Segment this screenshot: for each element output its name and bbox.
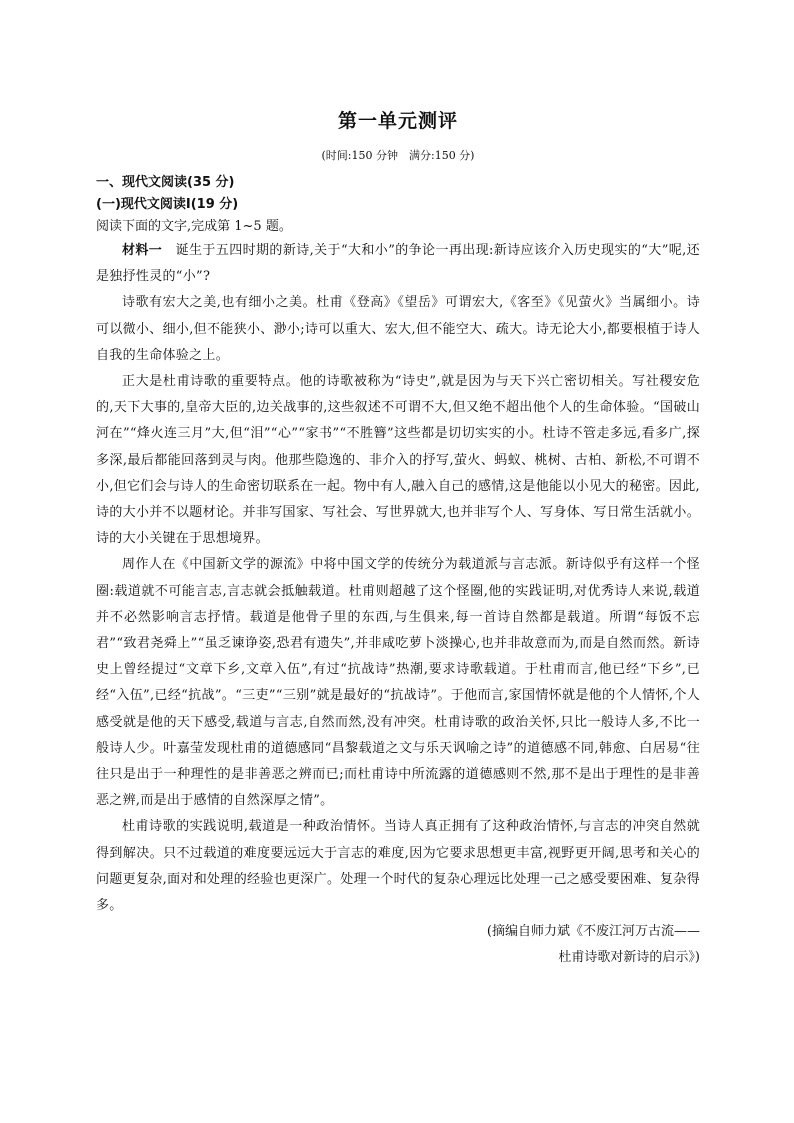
passage-paragraph-5: 杜甫诗歌的实践说明,载道是一种政治情怀。当诗人真正拥有了这种政治情怀,与言志的冲突自然就得到解决。只不过载道的难度要远远大于言志的难度,因为它要求思想更丰富,视野更开阔,思考和关心的问题更复杂,面对和处理的经验也更深广。处理一个时代的复杂心理远比处理一己之感受要困难、复杂得多。: [96, 819, 700, 914]
material-label: 材料一: [122, 243, 163, 258]
passage-paragraph-1: [96, 238, 700, 290]
passage-paragraph-3: 正大是杜甫诗歌的重要特点。他的诗歌被称为“诗史”,就是因为与天下兴亡密切相关。写社稷安危的,天下大事的,皇帝大臣的,边关战事的,这些叙述不可谓不大,但又绝不超出他个人的生命体验。“国破山河在”“烽火连三月”大,但“泪”“心”“家书”“不胜簪”这些都是切切实实的小。杜诗不管走多远,看多广,探多深,最后都能回落到灵与肉。他那些隐逸的、非介入的抒写,萤火、蚂蚁、桃树、古柏、新松,不可谓不小,但它们会与诗人的生命密切联系在一起。物中有人,融入自己的感情,这是他能以小见大的秘密。因此,诗的大小并不以题材论。并非写国家、写社会、写世界就大,也并非写个人、写身体、写日常生活就小。诗的大小关键在于思想境界。: [96, 374, 700, 547]
passage-paragraph-1-text: 诞生于五四时期的新诗,关于“大和小”的争论一再出现:新诗应该介入历史现实的“大”呢,还是独抒性灵的“小”?: [96, 243, 700, 285]
passage-paragraph-4: 周作人在《中国新文学的源流》中将中国文学的传统分为载道派与言志派。新诗似乎有这样一个怪圈:载道就不可能言志,言志就会抵触载道。杜甫则超越了这个怪圈,他的实践证明,对优秀诗人来说,载道并不必然影响言志抒情。载道是他骨子里的东西,与生俱来,每一首诗自然都是载道。所谓“每饭不忘君”“致君尧舜上”“虽乏谏诤姿,恐君有遗失”,并非咸吃萝卜淡操心,也并非故意而为,而是自然而然。新诗史上曾经提过“文章下乡,文章入伍”,有过“抗战诗”热潮,要求诗歌载道。于杜甫而言,他已经“下乡”,已经“入伍”,已经“抗战”。“三吏”“三别”就是最好的“抗战诗”。于他而言,家国情怀就是他的个人情怀,个人感受就是他的天下感受,载道与言志,自然而然,没有冲突。杜甫诗歌的政治关怀,只比一般诗人多,不比一般诗人少。叶嘉莹发现杜甫的道德感同“昌黎载道之文与乐天讽喻之诗”的道德感不同,韩愈、白居易“往往只是出于一种理性的是非善恶之辨而已;而杜甫诗中所流露的道德感则不然,那不是出于理性的是非善恶之辨,而是出于感情的自然深厚之情”。: [96, 557, 700, 809]
section-heading-sub1: (一)现代文阅读Ⅰ(19 分): [96, 197, 239, 212]
passage-paragraph-2: 诗歌有宏大之美,也有细小之美。杜甫《登高》《望岳》可谓宏大,《客至》《见萤火》当属细小。诗可以微小、细小,但不能狭小、渺小;诗可以重大、宏大,但不能空大、疏大。诗无论大小,都要根植于诗人自我的生命体验之上。: [96, 295, 700, 363]
reading-instruction: 阅读下面的文字,完成第 1~5 题。: [96, 219, 292, 234]
exam-page: [96, 108, 700, 972]
source-citation-line-1: (摘编自师力斌《不废江河万古流——: [486, 924, 700, 940]
page-title: 第一单元测评: [337, 110, 458, 132]
section-heading-part1: 一、现代文阅读(35 分): [96, 175, 235, 190]
source-citation-line-2: 杜甫诗歌对新诗的启示》): [558, 950, 700, 966]
exam-time-score: (时间:150 分钟 满分:150 分): [321, 149, 475, 162]
